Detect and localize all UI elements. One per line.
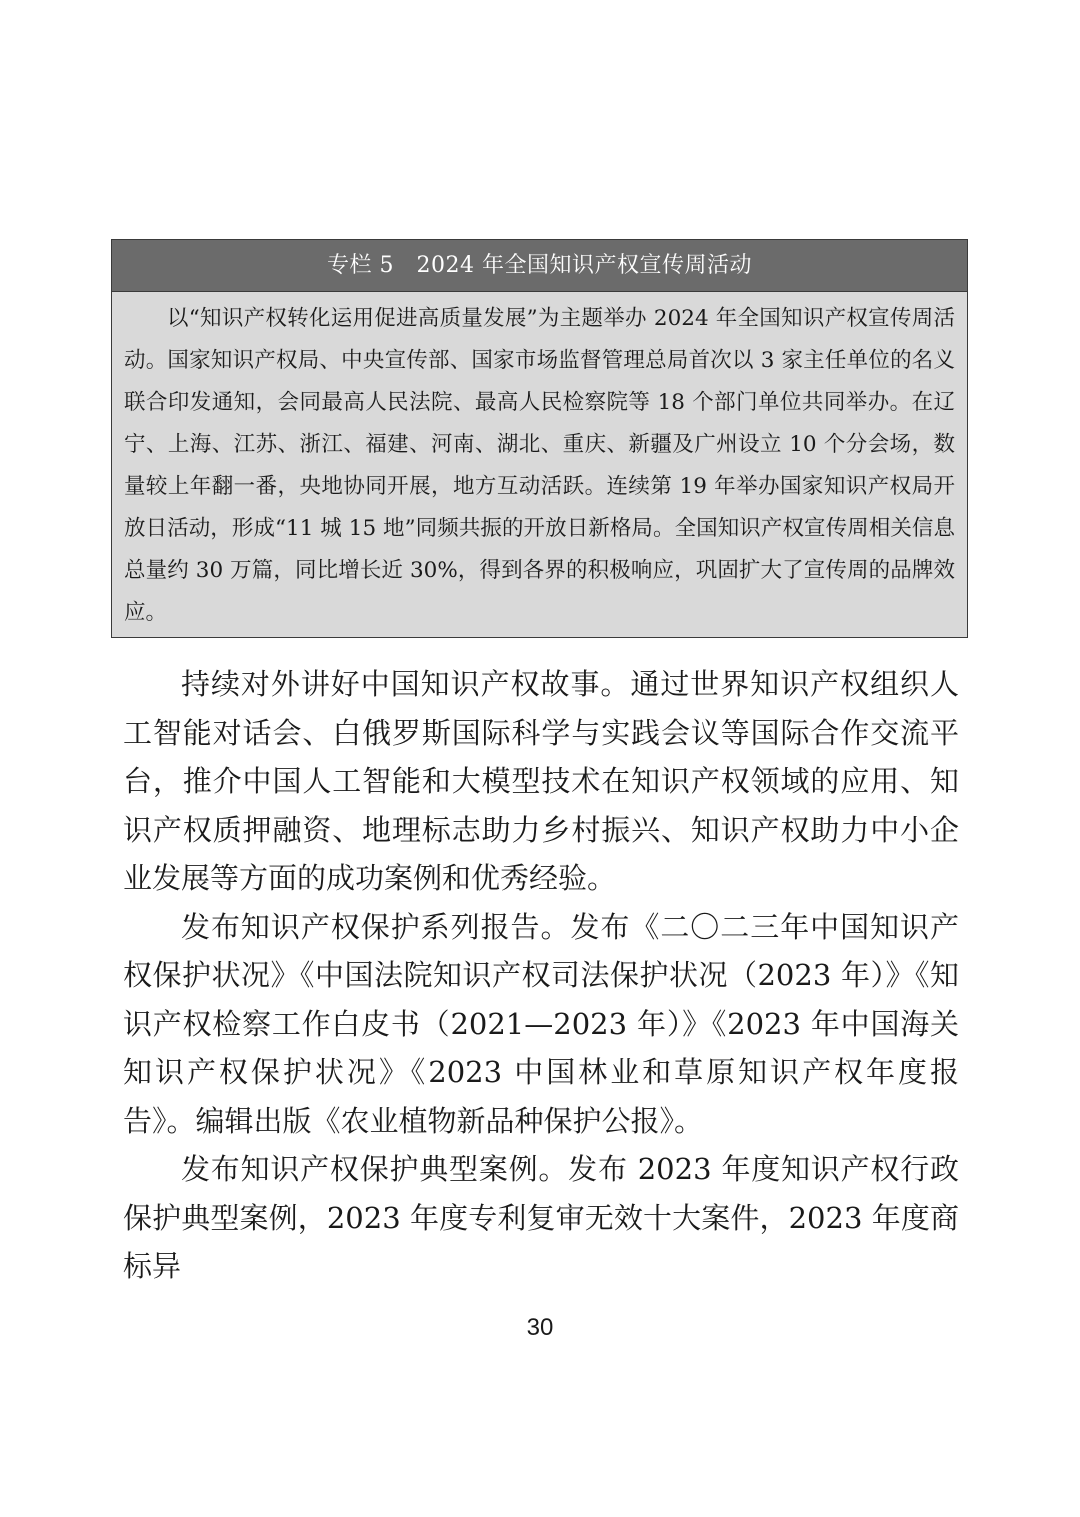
paragraph-1: 持续对外讲好中国知识产权故事。通过世界知识产权组织人工智能对话会、白俄罗斯国际科学与实践会议等国际合作交流平台，推介中国人工智能和大模型技术在知识产权领域的应用、知识产权质押融资、地理标志助力乡村振兴、知识产权助力中小企业发展等方面的成功案例和优秀经验。	[123, 667, 959, 895]
sidebar-box	[111, 239, 968, 638]
paragraph-3: 发布知识产权保护典型案例。发布 2023 年度知识产权行政保护典型案例，2023 年度专利复审无效十大案件，2023 年度商标异	[123, 1152, 959, 1283]
main-text	[123, 660, 959, 1291]
page-number: 30	[526, 1314, 554, 1341]
paragraph-2: 发布知识产权保护系列报告。发布《二〇二三年中国知识产权保护状况》《中国法院知识产权司法保护状况（2023 年）》《知识产权检察工作白皮书（2021—2023 年）》《2023 年中国海关知识产权保护状况》《2023 中国林业和草原知识产权年度报告》。编辑出版《农业植物新品种保护公报》。	[123, 909, 959, 1138]
sidebar-body-text: 以“知识产权转化运用促进高质量发展”为主题举办 2024 年全国知识产权宣传周活动。国家知识产权局、中央宣传部、国家市场监督管理总局首次以 3 家主任单位的名义联合印发通知，会同最高人民法院、最高人民检察院等 18 个部门单位共同举办。在辽宁、上海、江苏、浙江、福建、河南、湖北、重庆、新疆及广州设立 10 个分会场，数量较上年翻一番，央地协同开展，地方互动活跃。连续第 19 年举办国家知识产权局开放日活动，形成“11 城 15 地”同频共振的开放日新格局。全国知识产权宣传周相关信息总量约 30 万篇，同比增长近 30%，得到各界的积极响应，巩固扩大了宣传周的品牌效应。	[124, 306, 955, 625]
sidebar-title: 专栏 5 2024 年全国知识产权宣传周活动	[112, 240, 967, 292]
